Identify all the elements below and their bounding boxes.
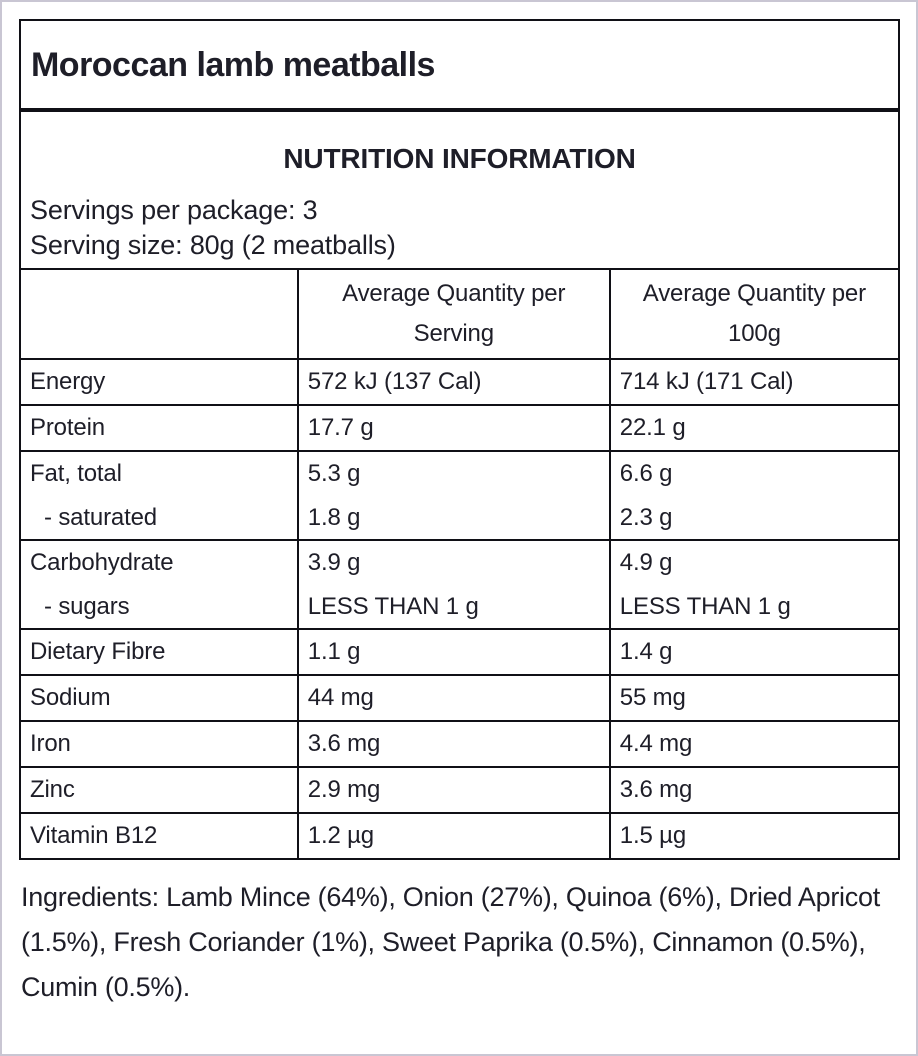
servings-block <box>21 176 898 268</box>
value-per-100g: 714 kJ (171 Cal) <box>610 359 899 405</box>
nutrient-label: Zinc <box>20 767 298 813</box>
row-protein <box>20 405 899 451</box>
nutrition-panel <box>19 110 900 860</box>
row-energy <box>20 359 899 405</box>
row-vitamin-b12 <box>20 813 899 859</box>
value-per-serving: 3.9 g <box>298 540 610 585</box>
value-per-serving: 44 mg <box>298 675 610 721</box>
value-per-serving: LESS THAN 1 g <box>298 585 610 629</box>
row-iron <box>20 721 899 767</box>
col-header-line: Serving <box>413 320 494 347</box>
col-header-per-serving <box>298 269 610 359</box>
value-per-serving: 17.7 g <box>298 405 610 451</box>
value-per-serving: 3.6 mg <box>298 721 610 767</box>
row-fat-saturated <box>20 496 899 540</box>
nutrient-label: Iron <box>20 721 298 767</box>
value-per-100g: 1.4 g <box>610 629 899 675</box>
serving-size: Serving size: 80g (2 meatballs) <box>30 230 396 260</box>
ingredients-text: Ingredients: Lamb Mince (64%), Onion (27%), Quinoa (6%), Dried Apricot (1.5%), Fresh Coriander (1%), Sweet Paprika (0.5%), Cinnamon (0.5%), Cumin (0.5%). <box>21 882 880 1002</box>
servings-row <box>20 176 899 269</box>
nutrient-label: - saturated <box>20 496 298 540</box>
value-per-100g: 4.9 g <box>610 540 899 585</box>
value-per-100g: 3.6 mg <box>610 767 899 813</box>
nutrient-label: Sodium <box>20 675 298 721</box>
row-zinc <box>20 767 899 813</box>
col-header-per-100g <box>610 269 899 359</box>
row-sugars <box>20 585 899 629</box>
value-per-100g: 6.6 g <box>610 451 899 496</box>
servings-per-package: Servings per package: 3 <box>30 195 318 225</box>
value-per-serving: 2.9 mg <box>298 767 610 813</box>
row-dietary-fibre <box>20 629 899 675</box>
nutrition-heading: NUTRITION INFORMATION <box>283 143 636 174</box>
value-per-100g: LESS THAN 1 g <box>610 585 899 629</box>
value-per-serving: 572 kJ (137 Cal) <box>298 359 610 405</box>
value-per-serving: 1.8 g <box>298 496 610 540</box>
row-carbohydrate <box>20 540 899 585</box>
nutrient-label: - sugars <box>20 585 298 629</box>
value-per-100g: 55 mg <box>610 675 899 721</box>
nutrient-label: Fat, total <box>20 451 298 496</box>
column-header-row <box>20 269 899 359</box>
value-per-serving: 1.2 µg <box>298 813 610 859</box>
nutrient-label: Protein <box>20 405 298 451</box>
value-per-serving: 5.3 g <box>298 451 610 496</box>
col-header-line: Average Quantity per <box>342 280 566 307</box>
col-header-line: 100g <box>728 320 781 347</box>
nutrient-label: Dietary Fibre <box>20 629 298 675</box>
product-title-card <box>19 19 900 110</box>
row-sodium <box>20 675 899 721</box>
col-header-line: Average Quantity per <box>642 280 866 307</box>
nutrient-label: Carbohydrate <box>20 540 298 585</box>
product-title: Moroccan lamb meatballs <box>31 46 435 84</box>
value-per-serving: 1.1 g <box>298 629 610 675</box>
nutrient-label: Vitamin B12 <box>20 813 298 859</box>
panel-heading-row <box>20 111 899 176</box>
nutrient-label: Energy <box>20 359 298 405</box>
row-fat-total <box>20 451 899 496</box>
corner-cell <box>20 269 298 359</box>
value-per-100g: 2.3 g <box>610 496 899 540</box>
value-per-100g: 1.5 µg <box>610 813 899 859</box>
value-per-100g: 4.4 mg <box>610 721 899 767</box>
value-per-100g: 22.1 g <box>610 405 899 451</box>
